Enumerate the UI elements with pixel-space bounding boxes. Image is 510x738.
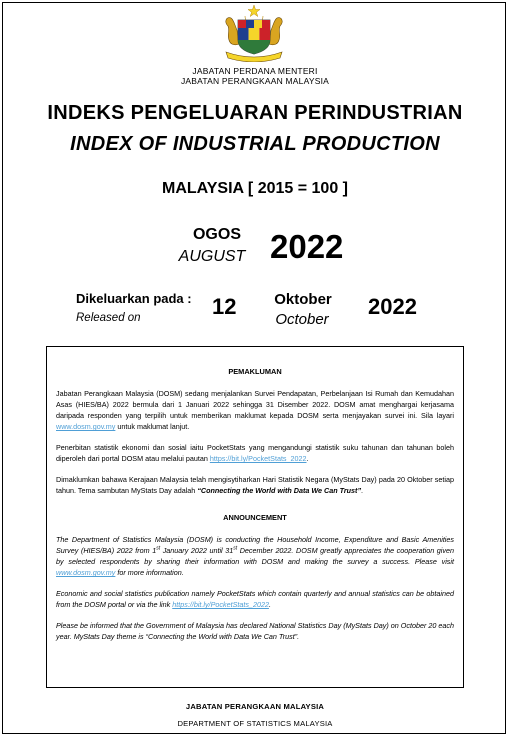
coat-of-arms-logo	[218, 4, 290, 62]
notice-paragraph-english-1	[56, 534, 454, 578]
release-day: 12	[212, 294, 237, 319]
release-month-malay: Oktober	[274, 291, 332, 308]
notice-paragraph-malay-3	[56, 474, 454, 496]
release-month-english: October	[275, 311, 329, 328]
paragraph-text: Economic and social statistics publication namely PocketStats which contain quarterly and annual statistics can be obtained from the DOSM portal or via the link	[56, 589, 454, 609]
title-english: INDEX OF INDUSTRIAL PRODUCTION	[70, 133, 440, 155]
footer-department-malay: JABATAN PERANGKAAN MALAYSIA	[185, 702, 325, 711]
agency-line-2: JABATAN PERANGKAAN MALAYSIA	[180, 76, 330, 86]
paragraph-text: Penerbitan statistik ekonomi dan sosial iaitu PocketStats yang mengandungi statistik suku tahunan dan tahunan boleh diperoleh dari portal DOSM atau melalui pautan	[56, 443, 454, 463]
paragraph-text: .	[361, 486, 364, 495]
superscript: st	[156, 545, 161, 552]
notice-paragraph-english-3: Please be informed that the Government of Malaysia has declared National Statistics Day (MyStats Day) on October 20 each year. MyStats Day theme is “Connecting the World with Data We Can Trust”.	[56, 621, 454, 641]
dosm-website-link[interactable]: www.dosm.gov.my	[56, 568, 116, 577]
pocketstats-link[interactable]: https://bit.ly/PocketStats_2022	[172, 600, 269, 609]
paragraph-text: .	[268, 600, 271, 609]
release-label-english: Released on	[76, 312, 141, 324]
paragraph-text: untuk maklumat lanjut.	[117, 422, 190, 431]
notice-box	[46, 346, 464, 688]
paragraph-text: December 2022. DOSM greatly appreciates the cooperation given by selected respondents by sharing their information with DOSM and making the survey a success. Please visit	[56, 546, 454, 566]
paragraph-text: for more information.	[117, 568, 184, 577]
pocketstats-link[interactable]: https://bit.ly/PocketStats_2022	[209, 454, 307, 463]
paragraph-text: .	[306, 454, 309, 463]
release-label-malay: Dikeluarkan pada :	[76, 291, 192, 306]
reference-month-english: AUGUST	[178, 248, 246, 265]
notice-paragraph-malay-1	[56, 388, 454, 432]
notice-paragraph-english-2	[56, 588, 454, 610]
base-year: MALAYSIA [ 2015 = 100 ]	[161, 180, 348, 197]
superscript: st	[233, 545, 238, 552]
paragraph-text: The Department of Statistics Malaysia (DOSM) is conducting the Household Income, Expenditure and Basic Amenities Survey (HIES/BA) 2022 from 1	[56, 535, 454, 555]
title-malay: INDEKS PENGELUARAN PERINDUSTRIAN	[47, 102, 463, 124]
agency-line-1: JABATAN PERDANA MENTERI	[192, 66, 318, 76]
reference-year: 2022	[270, 228, 344, 265]
paragraph-text: Dimaklumkan bahawa Kerajaan Malaysia telah mengisytiharkan Hari Statistik Negara (MyStats Day) pada 20 Oktober setiap tahun. Tema sambutan MyStats Day adalah	[56, 475, 454, 495]
mystats-theme: “Connecting the World with Data We Can Trust”	[197, 486, 362, 495]
notice-paragraph-malay-2	[56, 442, 454, 464]
notice-heading-malay: PEMAKLUMAN	[228, 367, 282, 376]
reference-month-malay: OGOS	[192, 226, 241, 243]
release-year: 2022	[368, 294, 417, 319]
paragraph-text: January 2022 until 31	[160, 546, 234, 555]
dosm-website-link[interactable]: www.dosm.gov.my	[56, 422, 116, 431]
footer-department-english: DEPARTMENT OF STATISTICS MALAYSIA	[177, 719, 333, 728]
paragraph-text: Jabatan Perangkaan Malaysia (DOSM) sedang menjalankan Survei Pendapatan, Perbelanjaan Isi Rumah dan Kemudahan Asas (HIES/BA) 2022 bermula dari 1 Januari 2022 sehingga 31 Disember 2022. DOSM amat menghargai kerjasama daripada responden yang terpilih untuk memberikan maklumat kepada DOSM serta menjayakan survei ini. Sila layari	[56, 389, 454, 420]
notice-heading-english: ANNOUNCEMENT	[223, 513, 287, 522]
